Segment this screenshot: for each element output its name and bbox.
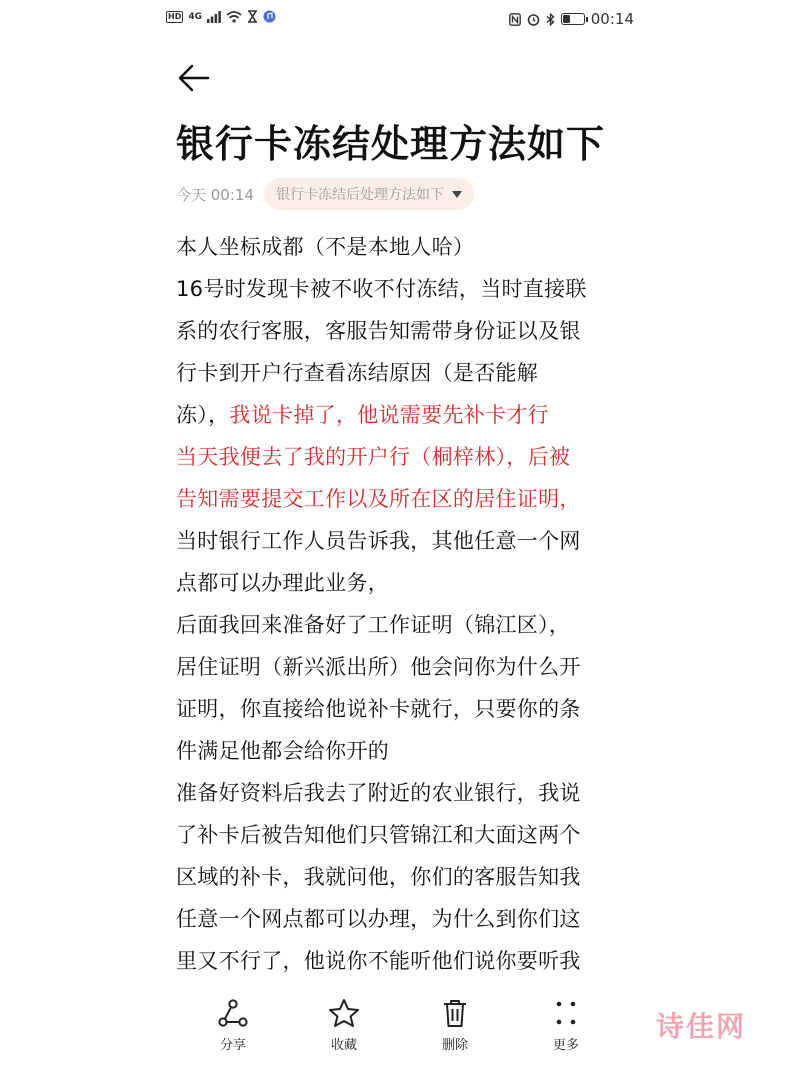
body-line	[176, 856, 626, 898]
highlighted-text: 当天我便去了我的开户行（桐梓林），后被	[176, 445, 571, 469]
watermark-logo: 诗佳网	[656, 1010, 747, 1043]
note-body[interactable]	[176, 226, 626, 982]
body-text-span: 点都可以办理此业务，	[176, 571, 389, 595]
body-line	[176, 520, 626, 562]
body-line	[176, 898, 626, 940]
body-line	[176, 352, 626, 394]
signal-icon	[207, 11, 221, 23]
body-line	[176, 646, 626, 688]
status-right	[509, 10, 634, 28]
share-icon	[217, 998, 249, 1028]
note-title: 银行卡冻结处理方法如下	[176, 122, 606, 166]
alarm-icon	[527, 13, 540, 26]
note-meta	[176, 178, 474, 210]
music-app-icon	[263, 10, 276, 23]
body-line	[176, 478, 626, 520]
body-line	[176, 940, 626, 982]
caret-down-icon	[452, 191, 462, 198]
nfc-icon	[509, 13, 521, 26]
more-dots-icon	[550, 998, 582, 1028]
hd-badge: HD	[168, 11, 182, 21]
hourglass-icon	[247, 10, 258, 23]
body-line	[176, 436, 626, 478]
body-text-span: 当时银行工作人员告诉我，其他任意一个网	[176, 529, 581, 553]
body-text-span: 系的农行客服，客服告知需带身份证以及银	[176, 319, 581, 343]
body-text-span: 行卡到开户行查看冻结原因（是否能解	[176, 361, 539, 385]
body-text-span: 准备好资料后我去了附近的农业银行，我说	[176, 781, 581, 805]
body-line	[176, 814, 626, 856]
body-line	[176, 562, 626, 604]
network-type: 4G	[188, 11, 202, 22]
body-text-span: 件满足他都会给你开的	[176, 739, 389, 763]
body-line	[176, 394, 626, 436]
body-text-span: 区域的补卡，我就问他，你们的客服告知我	[176, 865, 581, 889]
status-bar	[0, 0, 800, 38]
battery-icon	[561, 13, 585, 25]
bluetooth-icon	[546, 13, 555, 26]
note-date: 今天 00:14	[176, 185, 254, 204]
more-label: 更多	[552, 1038, 579, 1053]
body-line	[176, 310, 626, 352]
status-time: 00:14	[590, 10, 634, 28]
body-text-span: 后面我回来准备好了工作证明（锦江区），	[176, 613, 571, 637]
highlighted-text: 告知需要提交工作以及所在区的居住证明，	[176, 487, 581, 511]
body-line	[176, 688, 626, 730]
body-text-span: 本人坐标成都（不是本地人哈）	[176, 235, 475, 259]
body-line	[176, 604, 626, 646]
back-arrow-icon	[176, 60, 212, 96]
body-line	[176, 226, 626, 268]
body-text-span: 冻），	[176, 403, 230, 427]
body-text-span: 任意一个网点都可以办理，为什么到你们这	[176, 907, 581, 931]
star-icon	[328, 998, 360, 1028]
category-tag-dropdown[interactable]	[264, 178, 474, 210]
share-button[interactable]	[193, 990, 273, 1053]
body-line	[176, 268, 626, 310]
back-button[interactable]	[176, 60, 212, 96]
trash-icon	[439, 998, 471, 1028]
delete-label: 删除	[441, 1038, 468, 1053]
status-left	[166, 10, 276, 23]
wifi-icon	[226, 11, 242, 23]
share-label: 分享	[219, 1038, 246, 1053]
body-text-span: 16号时发现卡被不收不付冻结，当时直接联	[176, 277, 587, 301]
highlighted-text: 我说卡掉了，他说需要先补卡才行	[229, 403, 549, 427]
body-line	[176, 772, 626, 814]
delete-button[interactable]	[415, 990, 495, 1053]
body-text-span: 里又不行了，他说你不能听他们说你要听我	[176, 949, 581, 973]
favorite-label: 收藏	[330, 1038, 357, 1053]
battery-level	[563, 15, 570, 23]
more-button[interactable]	[526, 990, 606, 1053]
category-tag-label: 银行卡冻结后处理方法如下	[276, 187, 444, 203]
body-text-span: 了补卡后被告知他们只管锦江和大面这两个	[176, 823, 581, 847]
favorite-button[interactable]	[304, 990, 384, 1053]
body-text-span: 证明，你直接给他说补卡就行，只要你的条	[176, 697, 581, 721]
body-text-span: 居住证明（新兴派出所）他会问你为什么开	[176, 655, 581, 679]
body-line	[176, 730, 626, 772]
